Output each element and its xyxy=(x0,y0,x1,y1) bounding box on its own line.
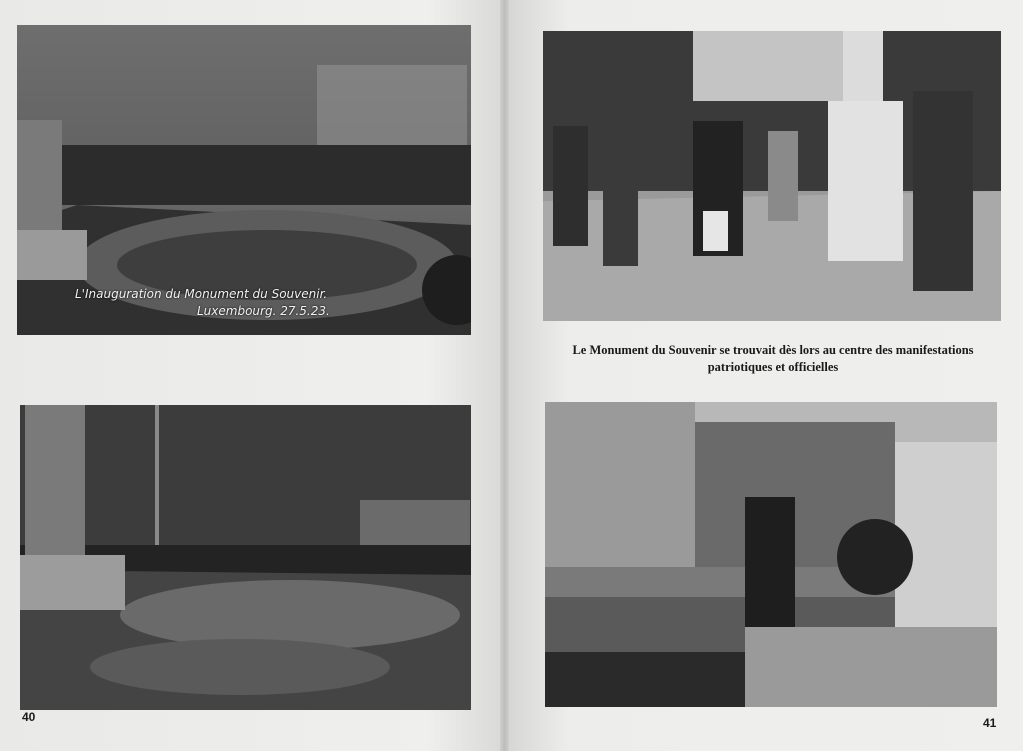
caption-line2: patriotiques et officielles xyxy=(707,360,839,374)
photo-caption-line1: L'Inauguration du Monument du Souvenir. xyxy=(75,287,328,301)
page-number-left: 40 xyxy=(22,710,36,724)
wreath-laying-photo xyxy=(545,402,997,707)
photo-caption-line2: Luxembourg. 27.5.23. xyxy=(197,304,330,318)
photo-caption xyxy=(543,342,1003,376)
monument-garden-photo xyxy=(20,405,471,710)
inauguration-photo xyxy=(17,25,471,335)
officials-procession-photo xyxy=(543,31,1001,321)
caption-line1: Le Monument du Souvenir se trouvait dès lors au centre des manifestations xyxy=(572,343,974,357)
book-gutter xyxy=(500,0,509,751)
page-number-right: 41 xyxy=(983,716,997,730)
